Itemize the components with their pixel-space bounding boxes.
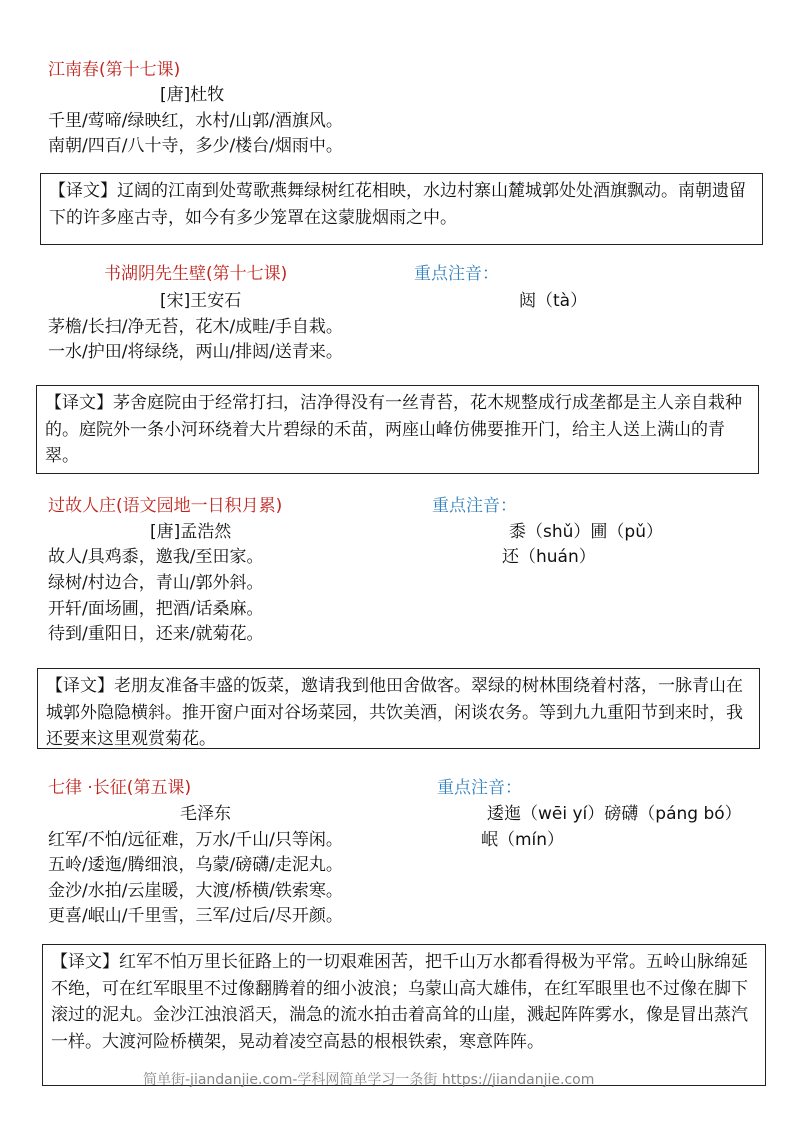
poem-2-title: 书湖阴先生壁(第十七课) xyxy=(104,264,288,284)
poem-2-key-label: 重点注音： xyxy=(414,264,499,284)
poem-4-line-4: 更喜/岷山/千里雪，三军/过后/尽开颜。 xyxy=(48,906,343,926)
poem-4-pinyin-1: 逶迤（wēi yí）磅礴（páng bó） xyxy=(487,804,742,824)
poem-4-line-1: 红军/不怕/远征难，万水/千山/只等闲。 xyxy=(48,830,343,850)
poem-3-translation-box: 【译文】老朋友准备丰盛的饭菜，邀请我到他田舍做客。翠绿的树林围绕着村落，一脉青山在城郭外隐隐横斜。推开窗户面对谷场菜园，共饮美酒，闲谈农务。等到九九重阳节到来时，我还要来这里观赏菊花。 xyxy=(37,668,760,749)
poem-3-line-3: 开轩/面场圃，把酒/话桑麻。 xyxy=(48,599,264,619)
poem-3-line-4: 待到/重阳日，还来/就菊花。 xyxy=(48,624,264,644)
footer-watermark: 简单街-jiandanjie.com-学科网简单学习一条街 https://jiandanjie.com xyxy=(143,1072,595,1088)
poem-3-key-label: 重点注音： xyxy=(432,496,517,516)
poem-1-title: 江南春(第十七课) xyxy=(48,60,181,80)
poem-1-line-1: 千里/莺啼/绿映红，水村/山郭/酒旗风。 xyxy=(48,111,343,131)
poem-4-key-label: 重点注音： xyxy=(437,778,522,798)
poem-4-line-2: 五岭/逶迤/腾细浪，乌蒙/磅礴/走泥丸。 xyxy=(48,855,343,875)
poem-2-line-1: 茅檐/长扫/净无苔，花木/成畦/手自栽。 xyxy=(48,317,343,337)
poem-4-translation-box: 【译文】红军不怕万里长征路上的一切艰难困苦，把千山万水都看得极为平常。五岭山脉绵延不绝，可在红军眼里不过像翻腾着的细小波浪；乌蒙山高大雄伟，在红军眼里也不过像在脚下滚过的泥丸。金沙江浊浪滔天，湍急的流水拍击着高耸的山崖，溅起阵阵雾水，像是冒出蒸汽一样。大渡河险桥横架，晃动着凌空高悬的根根铁索，寒意阵阵。 xyxy=(42,944,766,1086)
poem-4-pinyin-2: 岷（mín） xyxy=(481,830,565,850)
poem-3-pinyin-1: 黍（shǔ）圃（pǔ） xyxy=(509,522,663,542)
poem-2-line-2: 一水/护田/将绿绕，两山/排闼/送青来。 xyxy=(48,342,343,362)
poem-3-pinyin-2: 还（huán） xyxy=(502,547,596,567)
poem-1-author: [唐]杜牧 xyxy=(160,85,225,105)
poem-3-line-1: 故人/具鸡黍，邀我/至田家。 xyxy=(48,547,264,567)
poem-1-line-2: 南朝/四百/八十寺，多少/楼台/烟雨中。 xyxy=(48,136,343,156)
poem-3-line-2: 绿树/村边合，青山/郭外斜。 xyxy=(48,573,264,593)
poem-4-title: 七律 ·长征(第五课) xyxy=(48,778,192,798)
poem-2-translation-box: 【译文】茅舍庭院由于经常打扫，洁净得没有一丝青苔，花木规整成行成垄都是主人亲自栽种的。庭院外一条小河环绕着大片碧绿的禾苗，两座山峰仿佛要推开门，给主人送上满山的青翠。 xyxy=(36,385,759,474)
poem-2-pinyin-1: 闼（tà） xyxy=(519,291,588,311)
poem-3-title: 过故人庄(语文园地一日积月累) xyxy=(48,496,283,516)
poem-2-author: [宋]王安石 xyxy=(160,291,242,311)
poem-1-translation-box: 【译文】辽阔的江南到处莺歌燕舞绿树红花相映，水边村寨山麓城郭处处酒旗飘动。南朝遗留下的许多座古寺，如今有多少笼罩在这蒙胧烟雨之中。 xyxy=(40,173,763,245)
poem-4-line-3: 金沙/水拍/云崖暖，大渡/桥横/铁索寒。 xyxy=(48,881,343,901)
poem-3-author: [唐]孟浩然 xyxy=(150,522,232,542)
poem-4-author: 毛泽东 xyxy=(180,804,231,824)
